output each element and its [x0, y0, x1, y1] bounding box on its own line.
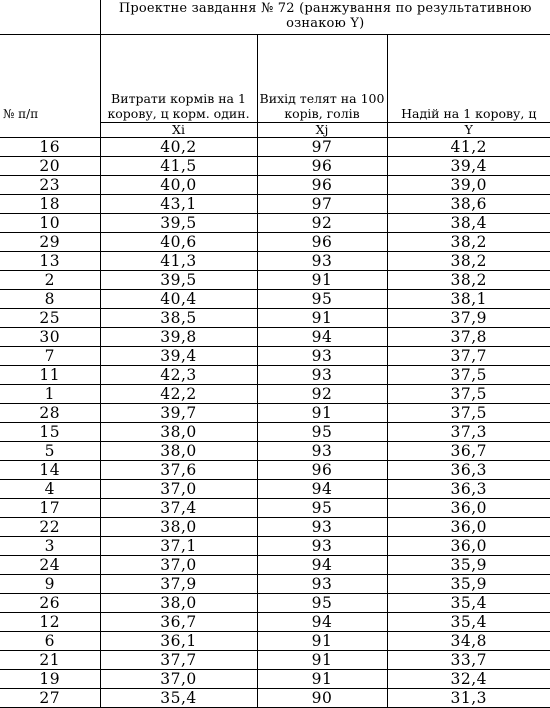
feed-cost-cell: 37,7: [100, 651, 257, 670]
row-number-cell: 13: [0, 252, 100, 271]
feed-cost-cell: 41,5: [100, 157, 257, 176]
row-number-cell: 18: [0, 195, 100, 214]
calf-yield-cell: 95: [257, 290, 387, 309]
milk-yield-cell: 38,1: [387, 290, 550, 309]
milk-yield-cell: 36,3: [387, 461, 550, 480]
feed-cost-cell: 43,1: [100, 195, 257, 214]
milk-yield-cell: 39,0: [387, 176, 550, 195]
milk-yield-cell: 36,0: [387, 518, 550, 537]
table-row: [0, 613, 550, 632]
title-corner-cell: [0, 0, 100, 35]
header-row: [0, 35, 550, 123]
header-milk-yield: Надій на 1 корову, ц: [387, 35, 550, 123]
title-row: [0, 0, 550, 35]
feed-cost-cell: 40,2: [100, 138, 257, 157]
table-row: [0, 632, 550, 651]
milk-yield-cell: 31,3: [387, 689, 550, 708]
table-row: [0, 309, 550, 328]
milk-yield-cell: 32,4: [387, 670, 550, 689]
feed-cost-cell: 37,0: [100, 480, 257, 499]
row-number-cell: 23: [0, 176, 100, 195]
calf-yield-cell: 94: [257, 328, 387, 347]
table-title: Проектне завдання № 72 (ранжування по результативною ознакою Y): [100, 0, 550, 35]
table-row: [0, 328, 550, 347]
calf-yield-cell: 93: [257, 442, 387, 461]
table-row: [0, 537, 550, 556]
feed-cost-cell: 36,1: [100, 632, 257, 651]
row-number-cell: 20: [0, 157, 100, 176]
milk-yield-cell: 37,5: [387, 404, 550, 423]
calf-yield-cell: 91: [257, 404, 387, 423]
calf-yield-cell: 91: [257, 309, 387, 328]
table-row: [0, 651, 550, 670]
milk-yield-cell: 35,9: [387, 575, 550, 594]
feed-cost-cell: 38,0: [100, 594, 257, 613]
milk-yield-cell: 37,5: [387, 385, 550, 404]
table-row: [0, 252, 550, 271]
calf-yield-cell: 96: [257, 461, 387, 480]
milk-yield-cell: 38,2: [387, 252, 550, 271]
row-number-cell: 1: [0, 385, 100, 404]
calf-yield-cell: 93: [257, 537, 387, 556]
row-number-cell: 8: [0, 290, 100, 309]
milk-yield-cell: 35,9: [387, 556, 550, 575]
table-row: [0, 138, 550, 157]
row-number-cell: 4: [0, 480, 100, 499]
header-feed-cost: Витрати кормів на 1 корову, ц корм. один.: [100, 35, 257, 123]
feed-cost-cell: 40,4: [100, 290, 257, 309]
table-row: [0, 461, 550, 480]
row-number-cell: 16: [0, 138, 100, 157]
feed-cost-cell: 38,0: [100, 518, 257, 537]
table-row: [0, 556, 550, 575]
calf-yield-cell: 93: [257, 366, 387, 385]
feed-cost-cell: 37,1: [100, 537, 257, 556]
row-number-cell: 29: [0, 233, 100, 252]
row-number-cell: 22: [0, 518, 100, 537]
code-milk-yield: Y: [387, 123, 550, 138]
row-number-cell: 10: [0, 214, 100, 233]
calf-yield-cell: 94: [257, 613, 387, 632]
row-number-cell: 3: [0, 537, 100, 556]
code-row: [0, 123, 550, 138]
row-number-cell: 27: [0, 689, 100, 708]
feed-cost-cell: 37,6: [100, 461, 257, 480]
code-feed-cost: Xi: [100, 123, 257, 138]
feed-cost-cell: 36,7: [100, 613, 257, 632]
table-row: [0, 670, 550, 689]
table-row: [0, 366, 550, 385]
table-row: [0, 594, 550, 613]
calf-yield-cell: 93: [257, 518, 387, 537]
row-number-cell: 7: [0, 347, 100, 366]
table-row: [0, 385, 550, 404]
milk-yield-cell: 36,0: [387, 499, 550, 518]
feed-cost-cell: 37,0: [100, 556, 257, 575]
feed-cost-cell: 39,5: [100, 271, 257, 290]
feed-cost-cell: 38,5: [100, 309, 257, 328]
milk-yield-cell: 36,0: [387, 537, 550, 556]
milk-yield-cell: 39,4: [387, 157, 550, 176]
milk-yield-cell: 34,8: [387, 632, 550, 651]
calf-yield-cell: 95: [257, 594, 387, 613]
calf-yield-cell: 96: [257, 157, 387, 176]
table-row: [0, 499, 550, 518]
calf-yield-cell: 96: [257, 233, 387, 252]
row-number-cell: 24: [0, 556, 100, 575]
feed-cost-cell: 37,9: [100, 575, 257, 594]
row-number-cell: 5: [0, 442, 100, 461]
milk-yield-cell: 37,3: [387, 423, 550, 442]
table-row: [0, 176, 550, 195]
table-row: [0, 233, 550, 252]
milk-yield-cell: 37,7: [387, 347, 550, 366]
calf-yield-cell: 94: [257, 480, 387, 499]
milk-yield-cell: 38,6: [387, 195, 550, 214]
feed-cost-cell: 42,3: [100, 366, 257, 385]
row-number-cell: 9: [0, 575, 100, 594]
milk-yield-cell: 37,5: [387, 366, 550, 385]
calf-yield-cell: 95: [257, 499, 387, 518]
table-row: [0, 423, 550, 442]
feed-cost-cell: 37,4: [100, 499, 257, 518]
row-number-cell: 30: [0, 328, 100, 347]
calf-yield-cell: 97: [257, 138, 387, 157]
feed-cost-cell: 40,6: [100, 233, 257, 252]
calf-yield-cell: 91: [257, 271, 387, 290]
table-row: [0, 347, 550, 366]
row-number-cell: 15: [0, 423, 100, 442]
feed-cost-cell: 37,0: [100, 670, 257, 689]
table-row: [0, 518, 550, 537]
calf-yield-cell: 93: [257, 347, 387, 366]
header-number: № п/п: [0, 35, 100, 123]
table-row: [0, 214, 550, 233]
calf-yield-cell: 95: [257, 423, 387, 442]
table-row: [0, 195, 550, 214]
feed-cost-cell: 40,0: [100, 176, 257, 195]
table-row: [0, 271, 550, 290]
table-row: [0, 480, 550, 499]
row-number-cell: 21: [0, 651, 100, 670]
milk-yield-cell: 33,7: [387, 651, 550, 670]
milk-yield-cell: 35,4: [387, 613, 550, 632]
calf-yield-cell: 94: [257, 556, 387, 575]
feed-cost-cell: 41,3: [100, 252, 257, 271]
calf-yield-cell: 97: [257, 195, 387, 214]
calf-yield-cell: 91: [257, 651, 387, 670]
header-calf-yield: Вихід телят на 100 корів, голів: [257, 35, 387, 123]
milk-yield-cell: 36,3: [387, 480, 550, 499]
row-number-cell: 2: [0, 271, 100, 290]
milk-yield-cell: 37,9: [387, 309, 550, 328]
feed-cost-cell: 38,0: [100, 423, 257, 442]
table-row: [0, 157, 550, 176]
milk-yield-cell: 35,4: [387, 594, 550, 613]
table-row: [0, 404, 550, 423]
row-number-cell: 14: [0, 461, 100, 480]
calf-yield-cell: 93: [257, 252, 387, 271]
code-number-cell: [0, 123, 100, 138]
feed-cost-cell: 39,5: [100, 214, 257, 233]
milk-yield-cell: 36,7: [387, 442, 550, 461]
milk-yield-cell: 41,2: [387, 138, 550, 157]
calf-yield-cell: 90: [257, 689, 387, 708]
row-number-cell: 12: [0, 613, 100, 632]
milk-yield-cell: 37,8: [387, 328, 550, 347]
feed-cost-cell: 39,4: [100, 347, 257, 366]
row-number-cell: 6: [0, 632, 100, 651]
milk-yield-cell: 38,4: [387, 214, 550, 233]
calf-yield-cell: 91: [257, 632, 387, 651]
table-row: [0, 442, 550, 461]
feed-cost-cell: 39,7: [100, 404, 257, 423]
feed-cost-cell: 42,2: [100, 385, 257, 404]
table-row: [0, 575, 550, 594]
feed-cost-cell: 35,4: [100, 689, 257, 708]
row-number-cell: 19: [0, 670, 100, 689]
row-number-cell: 26: [0, 594, 100, 613]
calf-yield-cell: 92: [257, 214, 387, 233]
row-number-cell: 28: [0, 404, 100, 423]
row-number-cell: 25: [0, 309, 100, 328]
calf-yield-cell: 96: [257, 176, 387, 195]
table-row: [0, 290, 550, 309]
row-number-cell: 17: [0, 499, 100, 518]
feed-cost-cell: 38,0: [100, 442, 257, 461]
calf-yield-cell: 93: [257, 575, 387, 594]
calf-yield-cell: 91: [257, 670, 387, 689]
code-calf-yield: Xj: [257, 123, 387, 138]
feed-cost-cell: 39,8: [100, 328, 257, 347]
milk-yield-cell: 38,2: [387, 271, 550, 290]
calf-yield-cell: 92: [257, 385, 387, 404]
milk-yield-cell: 38,2: [387, 233, 550, 252]
row-number-cell: 11: [0, 366, 100, 385]
